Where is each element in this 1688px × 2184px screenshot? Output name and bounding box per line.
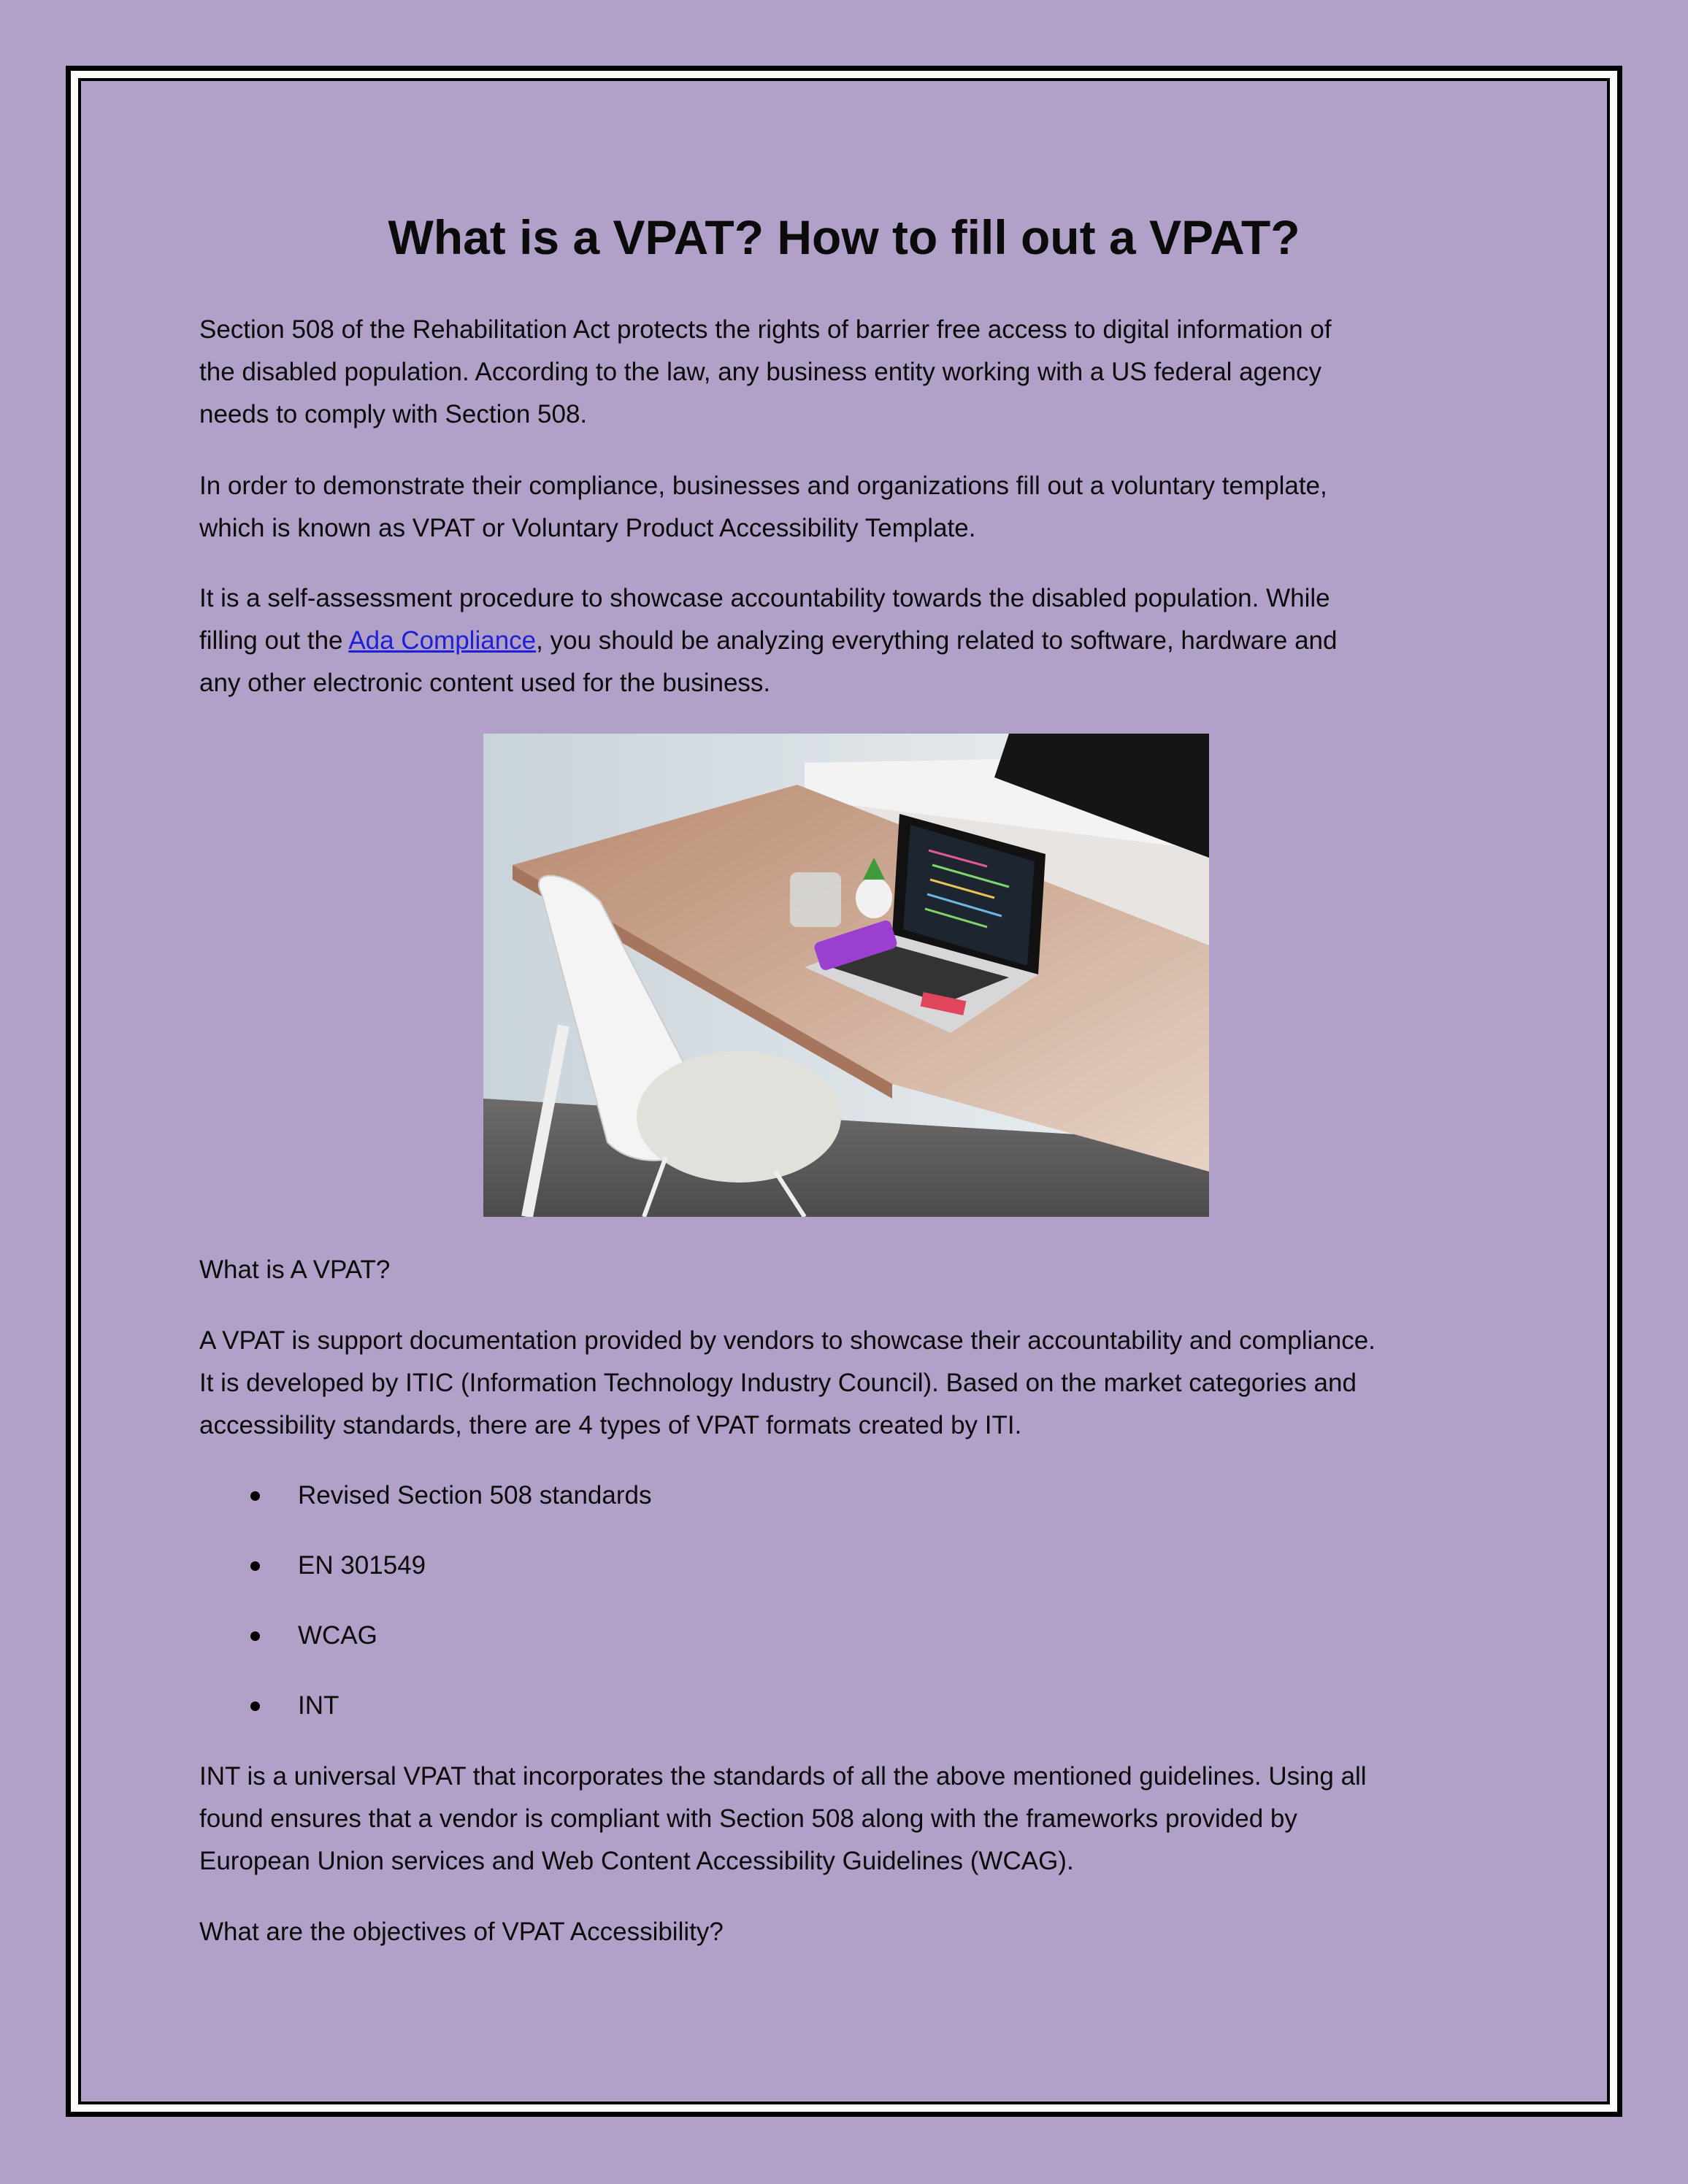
text-line: European Union services and Web Content Accessibility Guidelines (WCAG). (199, 1847, 1074, 1875)
text-line: accessibility standards, there are 4 types of VPAT formats created by ITI. (199, 1411, 1022, 1439)
paragraph-compliance (199, 465, 1327, 550)
bullet-icon (250, 1491, 260, 1501)
text-line: any other electronic content used for the business. (199, 669, 771, 697)
heading-objectives (199, 1911, 724, 1953)
text-line: needs to comply with Section 508. (199, 400, 588, 428)
list-item-text: EN 301549 (298, 1551, 426, 1580)
text-line: Section 508 of the Rehabilitation Act protects the rights of barrier free access to digital information of (199, 315, 1332, 344)
paragraph-vpat-definition (199, 1320, 1376, 1447)
bullet-icon (250, 1702, 260, 1711)
bullet-icon (250, 1561, 260, 1571)
ada-compliance-link[interactable]: Ada Compliance (348, 626, 537, 655)
text-line: It is developed by ITIC (Information Technology Industry Council). Based on the market categories and (199, 1369, 1357, 1397)
text-segment: , you should be analyzing everything related to software, hardware and (536, 626, 1338, 655)
bullet-icon (250, 1631, 260, 1641)
text-line: which is known as VPAT or Voluntary Product Accessibility Template. (199, 514, 976, 542)
text-line: found ensures that a vendor is compliant with Section 508 along with the frameworks provided by (199, 1804, 1297, 1833)
paragraph-section-508 (199, 309, 1332, 436)
text-line: INT is a universal VPAT that incorporates the standards of all the above mentioned guidelines. Using all (199, 1762, 1367, 1791)
paragraph-self-assessment (199, 577, 1337, 704)
text-line: What is A VPAT? (199, 1256, 391, 1284)
heading-what-is-vpat (199, 1249, 390, 1291)
list-item-text: Revised Section 508 standards (298, 1481, 652, 1510)
text-line: What are the objectives of VPAT Accessibility? (199, 1918, 724, 1946)
page-title: What is a VPAT? How to fill out a VPAT? (388, 210, 1300, 264)
list-item-text: WCAG (298, 1621, 377, 1650)
text-segment: filling out the (199, 626, 349, 655)
list-item-text: INT (298, 1691, 339, 1720)
text-line: A VPAT is support documentation provided by vendors to showcase their accountability and compliance. (199, 1326, 1376, 1355)
text-line (199, 620, 1337, 662)
text-line: In order to demonstrate their compliance, businesses and organizations fill out a voluntary template, (199, 472, 1327, 500)
text-line: the disabled population. According to the law, any business entity working with a US federal agency (199, 358, 1322, 386)
text-line: It is a self-assessment procedure to showcase accountability towards the disabled population. While (199, 584, 1330, 612)
desk-laptop-photo (483, 734, 1209, 1217)
paragraph-int (199, 1756, 1367, 1883)
